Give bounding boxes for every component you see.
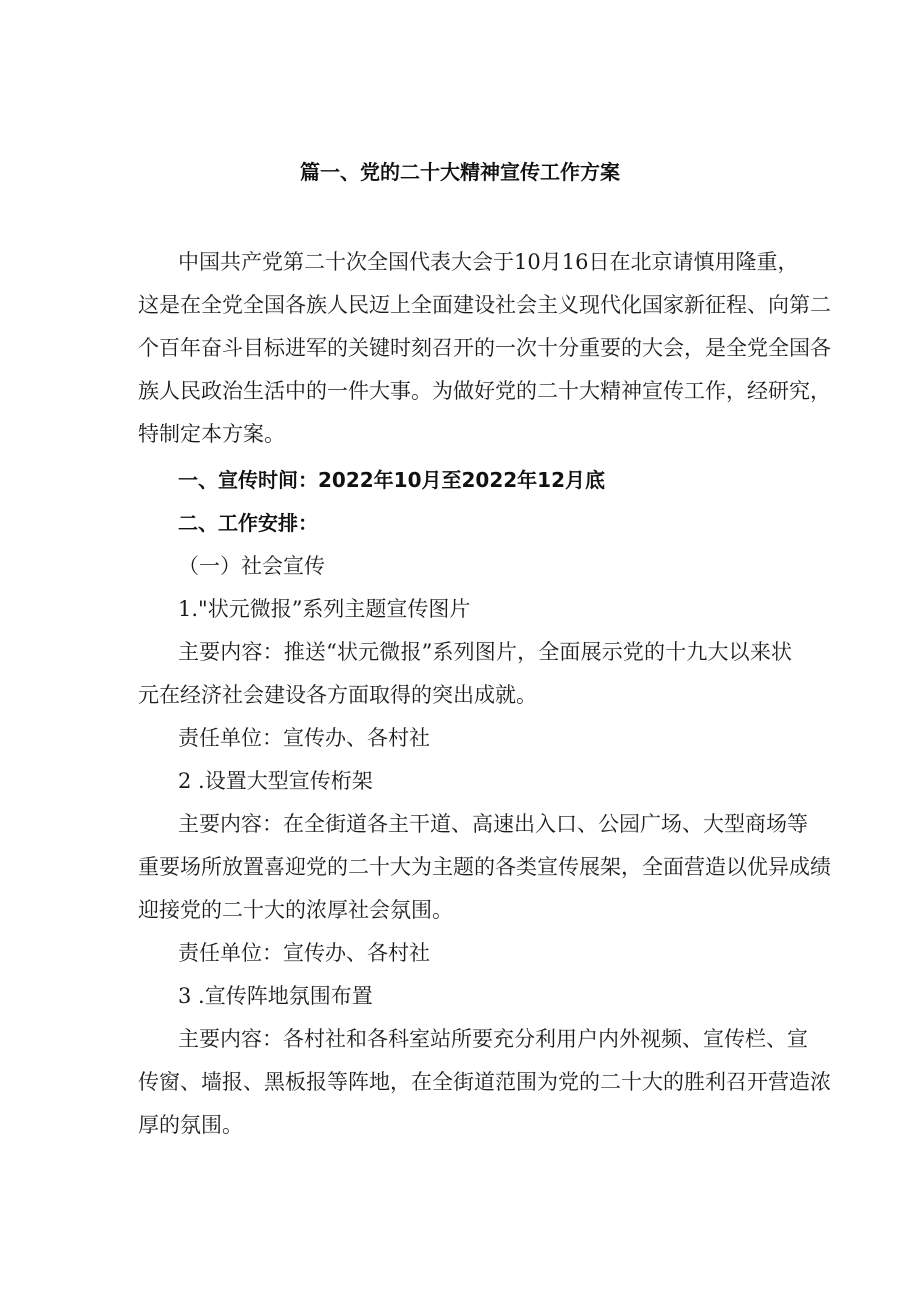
intro-line-1: 中国共产党第二十次全国代表大会于10月16日在北京请慎用隆重， — [178, 250, 799, 274]
item-2-content-line-1: 主要内容：在全街道各主干道、高速出入口、公园广场、大型商场等 — [178, 812, 808, 836]
item-1-content-line-2: 元在经济社会建设各方面取得的突出成就。 — [138, 683, 537, 707]
heading-publicity-time: 一、宣传时间：2022年10月至2022年12月底 — [178, 468, 605, 492]
intro-line-3: 个百年奋斗目标进军的关键时刻召开的一次十分重要的大会，是全党全国各 — [138, 336, 831, 360]
item-2-responsible-unit: 责任单位：宣传办、各村社 — [178, 941, 430, 965]
item-2-content-line-2: 重要场所放置喜迎党的二十大为主题的各类宣传展架，全面营造以优异成绩 — [138, 855, 831, 879]
document-title: 篇一、党的二十大精神宣传工作方案 — [300, 160, 620, 184]
item-3-content-line-1: 主要内容：各村社和各科室站所要充分利用户内外视频、宣传栏、宣 — [178, 1027, 808, 1051]
intro-line-2: 这是在全党全国各族人民迈上全面建设社会主义现代化国家新征程、向第二 — [138, 293, 831, 317]
item-1-responsible-unit: 责任单位：宣传办、各村社 — [178, 726, 430, 750]
item-3-content-line-2: 传窗、墙报、黑板报等阵地，在全街道范围为党的二十大的胜利召开营造浓 — [138, 1070, 831, 1094]
item-3-content-line-3: 厚的氛围。 — [138, 1113, 243, 1137]
item-2-content-line-3: 迎接党的二十大的浓厚社会氛围。 — [138, 898, 453, 922]
subheading-social-publicity: （一）社会宣传 — [178, 554, 325, 578]
item-1-title: 1."状元微报”系列主题宣传图片 — [178, 597, 471, 621]
item-3-title: 3 .宣传阵地氛围布置 — [178, 984, 373, 1008]
intro-line-5: 特制定本方案。 — [138, 422, 285, 446]
item-1-content-line-1: 主要内容：推送“状元微报”系列图片，全面展示党的十九大以来状 — [178, 640, 792, 664]
item-2-title: 2 .设置大型宣传桁架 — [178, 769, 373, 793]
heading-work-arrangement: 二、工作安排： — [178, 511, 318, 535]
intro-line-4: 族人民政治生活中的一件大事。为做好党的二十大精神宣传工作，经研究， — [138, 379, 831, 403]
